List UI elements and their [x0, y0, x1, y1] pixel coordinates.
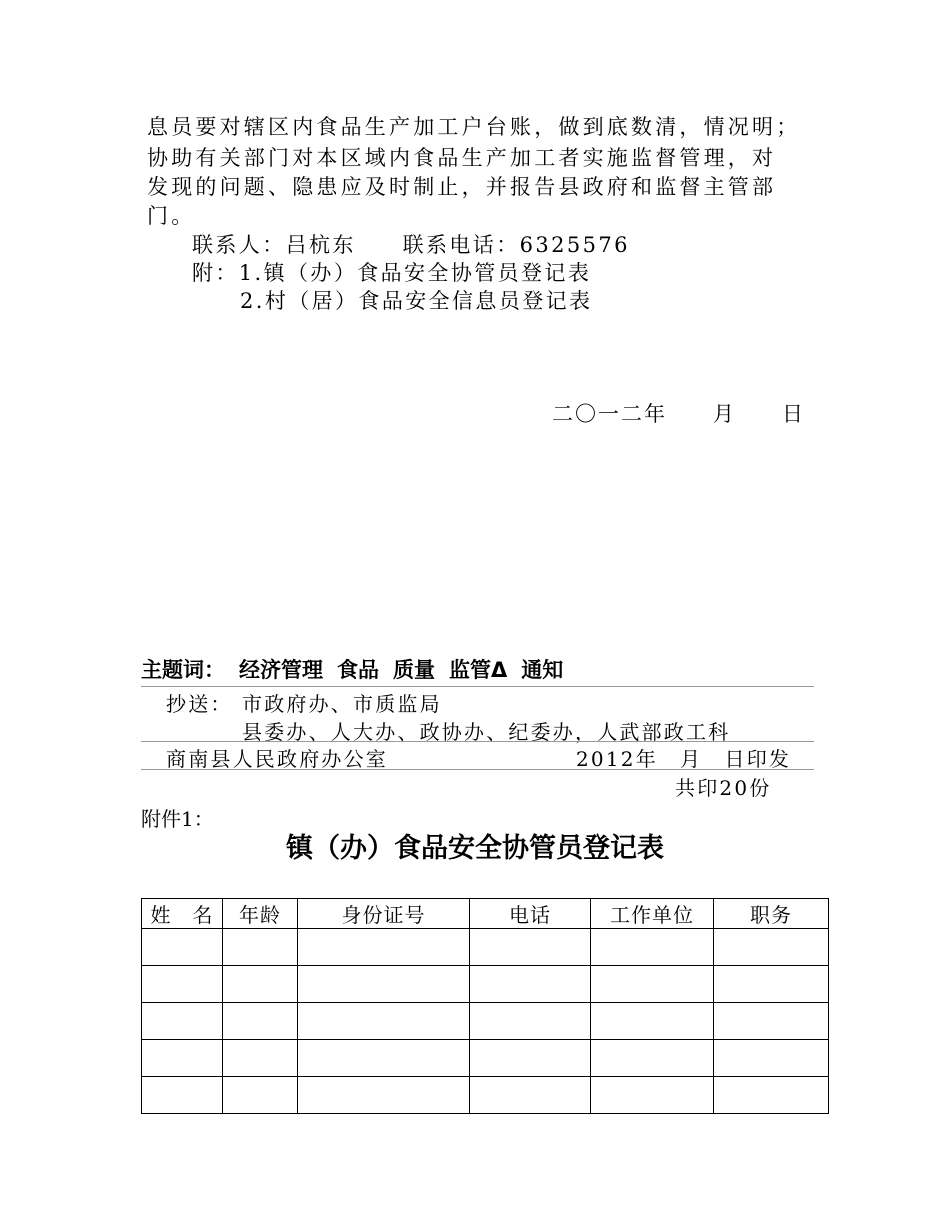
- table-cell: [142, 966, 223, 1003]
- table-row: [142, 929, 829, 966]
- table-cell: [223, 929, 298, 966]
- table-cell: [591, 1040, 714, 1077]
- body-line-1: 息员要对辖区内食品生产加工户台账，做到底数清，情况明；: [147, 115, 801, 139]
- divider: [141, 686, 814, 687]
- cc-line-2: 县委办、人大办、政协办、纪委办，人武部政工科: [242, 720, 731, 744]
- column-header: 工作单位: [591, 899, 714, 929]
- table-cell: [142, 1040, 223, 1077]
- table-cell: [591, 1003, 714, 1040]
- subject-term: 经济管理: [239, 658, 323, 682]
- subject-terms: [141, 654, 577, 684]
- registration-table: [141, 898, 829, 1114]
- subject-term: 质量: [393, 658, 435, 682]
- table-cell: [714, 966, 829, 1003]
- issuer: 商南县人民政府办公室: [166, 747, 388, 771]
- column-header: 年龄: [223, 899, 298, 929]
- table-cell: [714, 1077, 829, 1114]
- table-cell: [470, 1003, 591, 1040]
- table-row: [142, 966, 829, 1003]
- appendix-label: 附件1：: [141, 807, 214, 831]
- table-cell: [591, 1077, 714, 1114]
- table-cell: [714, 929, 829, 966]
- appendix-title: 镇（办）食品安全协管员登记表: [286, 833, 664, 864]
- contact-line: 联系人：吕杭东 联系电话：6325576: [192, 233, 630, 257]
- column-header: 身份证号: [298, 899, 470, 929]
- table-cell: [470, 1040, 591, 1077]
- table-cell: [470, 966, 591, 1003]
- column-header: 职务: [714, 899, 829, 929]
- table-cell: [591, 929, 714, 966]
- table-cell: [223, 966, 298, 1003]
- document-date: 二〇一二年 月 日: [552, 402, 805, 426]
- table-cell: [591, 966, 714, 1003]
- table-cell: [298, 1003, 470, 1040]
- table-row: [142, 1040, 829, 1077]
- table-cell: [470, 929, 591, 966]
- table-cell: [142, 1003, 223, 1040]
- subject-label: 主题词：: [141, 658, 225, 682]
- table-header-row: [142, 899, 829, 929]
- table-cell: [142, 1077, 223, 1114]
- table-cell: [223, 1003, 298, 1040]
- table-row: [142, 1077, 829, 1114]
- subject-term: 监管Δ: [449, 658, 508, 682]
- cc-label: 抄送：: [166, 692, 233, 716]
- divider: [141, 769, 814, 770]
- attachment-line-1: 附：1.镇（办）食品安全协管员登记表: [192, 261, 592, 285]
- column-header: 姓 名: [142, 899, 223, 929]
- subject-term: 食品: [337, 658, 379, 682]
- table-cell: [142, 929, 223, 966]
- body-line-2: 协助有关部门对本区域内食品生产加工者实施监督管理，对: [147, 146, 777, 170]
- body-line-4: 门。: [147, 204, 196, 228]
- table-cell: [223, 1077, 298, 1114]
- subject-term: 通知: [521, 658, 564, 682]
- table-cell: [298, 966, 470, 1003]
- table-cell: [470, 1077, 591, 1114]
- attachment-line-2: 2.村（居）食品安全信息员登记表: [240, 289, 593, 313]
- copies-count: 共印20份: [675, 776, 772, 800]
- table-cell: [298, 1077, 470, 1114]
- table-cell: [298, 929, 470, 966]
- table-cell: [714, 1003, 829, 1040]
- table-row: [142, 1003, 829, 1040]
- table-cell: [298, 1040, 470, 1077]
- divider: [141, 741, 814, 742]
- body-line-3: 发现的问题、隐患应及时制止，并报告县政府和监督主管部: [147, 175, 777, 199]
- table-cell: [223, 1040, 298, 1077]
- cc-line-1: 市政府办、市质监局: [242, 692, 442, 716]
- table-cell: [714, 1040, 829, 1077]
- column-header: 电话: [470, 899, 591, 929]
- issue-date: 2012年 月 日印发: [576, 747, 792, 771]
